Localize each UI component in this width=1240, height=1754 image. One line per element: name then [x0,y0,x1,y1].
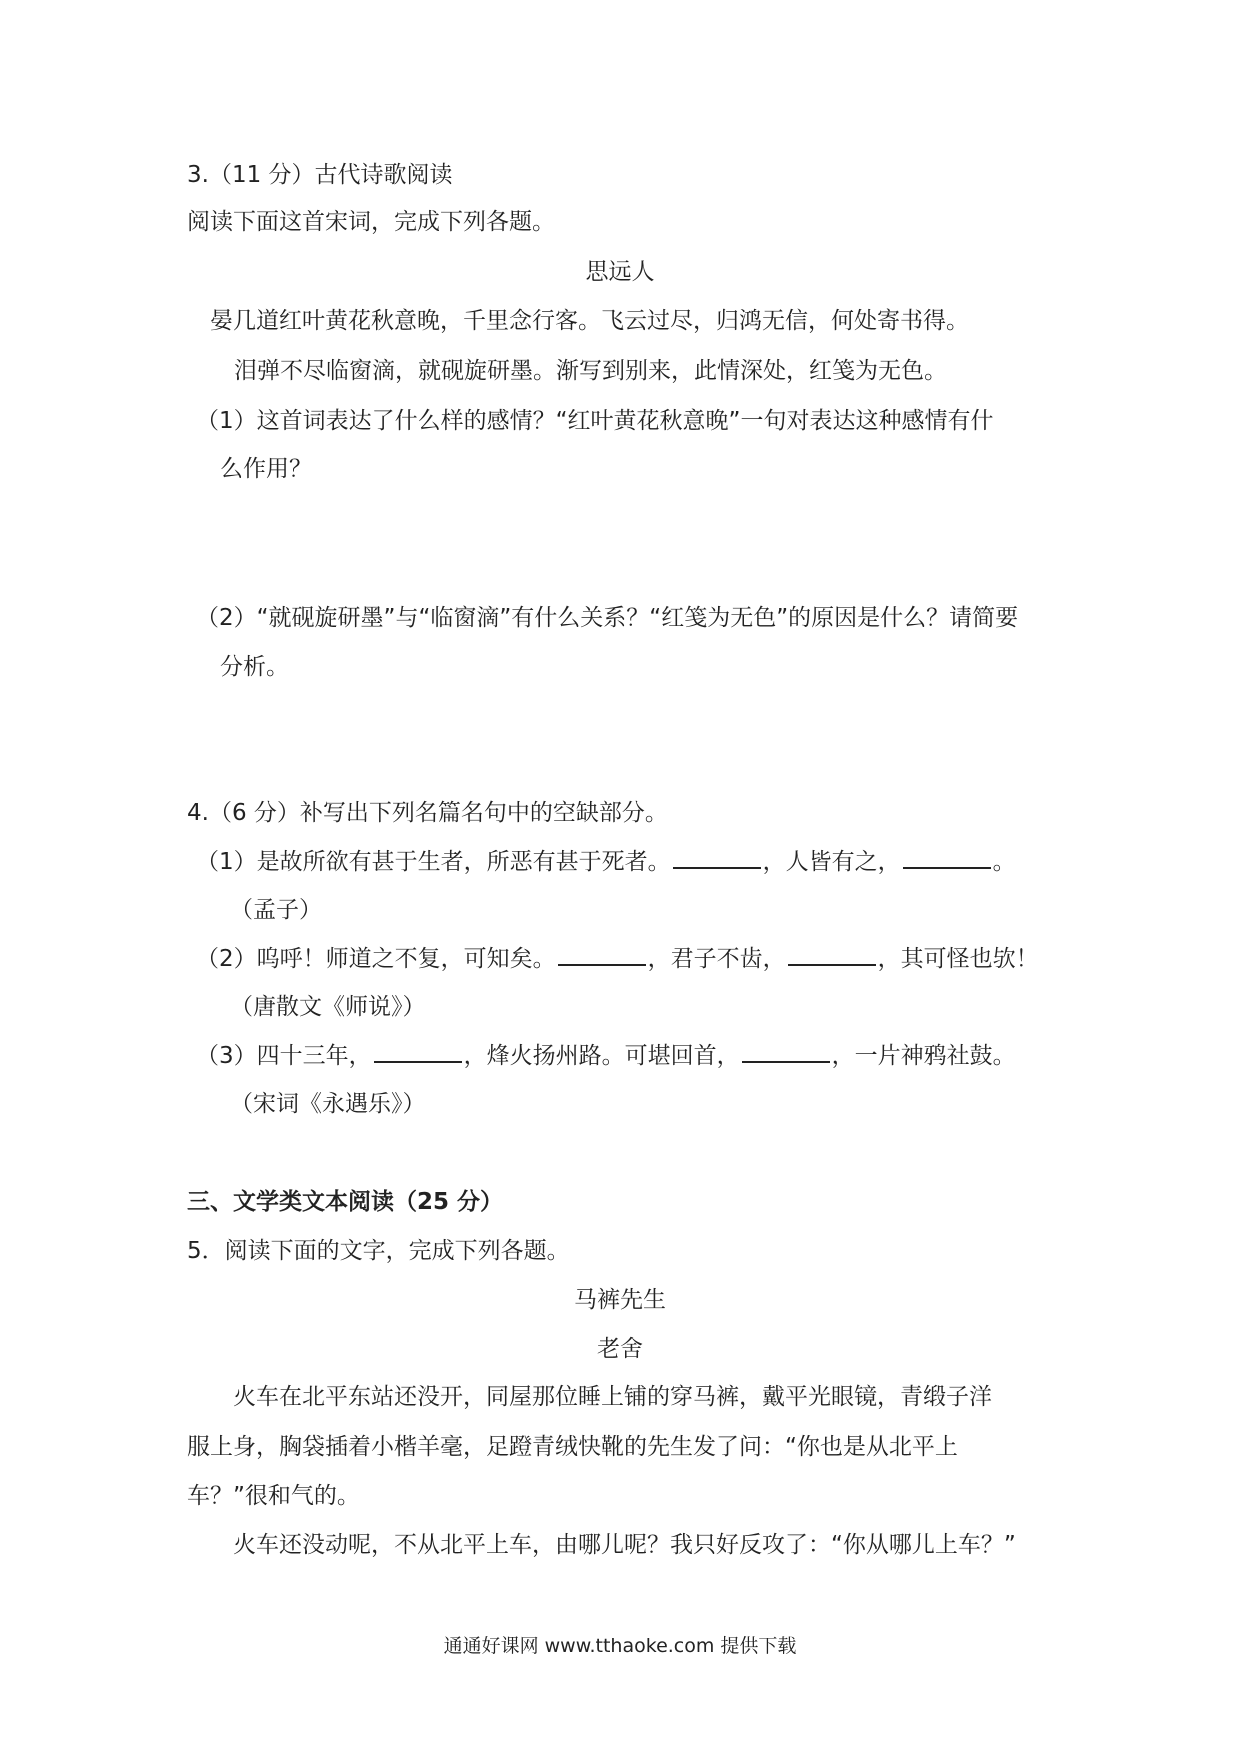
story-para-1-line2: 服上身，胸袋插着小楷羊毫，足蹬青绒快靴的先生发了问：“你也是从北平上 [187,1434,958,1460]
q4-item-1-text-a: （1）是故所欲有甚于生者，所恶有甚于死者。 [196,849,671,875]
poem-line-2: 泪弹不尽临窗滴，就砚旋研墨。渐写到别来，此情深处，红笺为无色。 [234,358,947,384]
q4-item-2-text-b: ，君子不齿， [647,946,786,972]
q4-item-1-text-c: 。 [992,849,1016,875]
story-title: 马裤先生 [574,1287,666,1313]
q3-header: 3.（11 分）古代诗歌阅读 [187,162,453,188]
q4-item-1 [196,845,1016,879]
q4-header: 4.（6 分）补写出下列名篇名句中的空缺部分。 [187,800,668,826]
answer-blank[interactable] [673,847,761,869]
q3-sub1-line1: （1）这首词表达了什么样的感情？“红叶黄花秋意晚”一句对表达这种感情有什 [196,408,994,434]
poem-title: 思远人 [585,259,655,285]
story-para-1-line3: 车？”很和气的。 [187,1483,360,1509]
q4-item-1-text-b: ，人皆有之， [762,849,901,875]
q3-instruction: 阅读下面这首宋词，完成下列各题。 [187,209,555,235]
q3-sub2-line1: （2）“就砚旋研墨”与“临窗滴”有什么关系？“红笺为无色”的原因是什么？请简要 [196,605,1019,631]
q3-sub2-line2: 分析。 [220,654,289,680]
q4-item-2-source: （唐散文《师说》） [230,994,426,1020]
answer-blank[interactable] [903,847,991,869]
page-footer: 通通好课网 www.tthaoke.com 提供下载 [443,1635,797,1657]
q5-instruction: 5．阅读下面的文字，完成下列各题。 [187,1238,570,1264]
q4-item-2-text-c: ，其可怪也欤！ [877,946,1039,972]
q4-item-1-source: （孟子） [230,897,322,923]
section-3-header: 三、文学类文本阅读（25 分） [187,1189,504,1215]
story-para-2-line1: 火车还没动呢，不从北平上车，由哪儿呢？我只好反攻了：“你从哪儿上车？” [233,1532,1016,1558]
q4-item-3-text-b: ，烽火扬州路。可堪回首， [463,1043,740,1069]
story-author: 老舍 [597,1336,643,1362]
q4-item-2 [196,942,1039,976]
poem-line-1: 晏几道红叶黄花秋意晚，千里念行客。飞云过尽，归鸿无信，何处寄书得。 [210,308,969,334]
answer-blank[interactable] [742,1041,830,1063]
answer-blank[interactable] [558,944,646,966]
answer-blank[interactable] [374,1041,462,1063]
q4-item-3 [196,1039,1016,1073]
q4-item-3-source: （宋词《永遇乐》） [230,1091,426,1117]
q4-item-3-text-c: ，一片神鸦社鼓。 [831,1043,1016,1069]
q4-item-2-text-a: （2）呜呼！师道之不复，可知矣。 [196,946,556,972]
q4-item-3-text-a: （3）四十三年， [196,1043,372,1069]
answer-blank[interactable] [788,944,876,966]
q3-sub1-line2: 么作用？ [220,456,312,482]
story-para-1-line1: 火车在北平东站还没开，同屋那位睡上铺的穿马裤，戴平光眼镜，青缎子洋 [233,1384,992,1410]
